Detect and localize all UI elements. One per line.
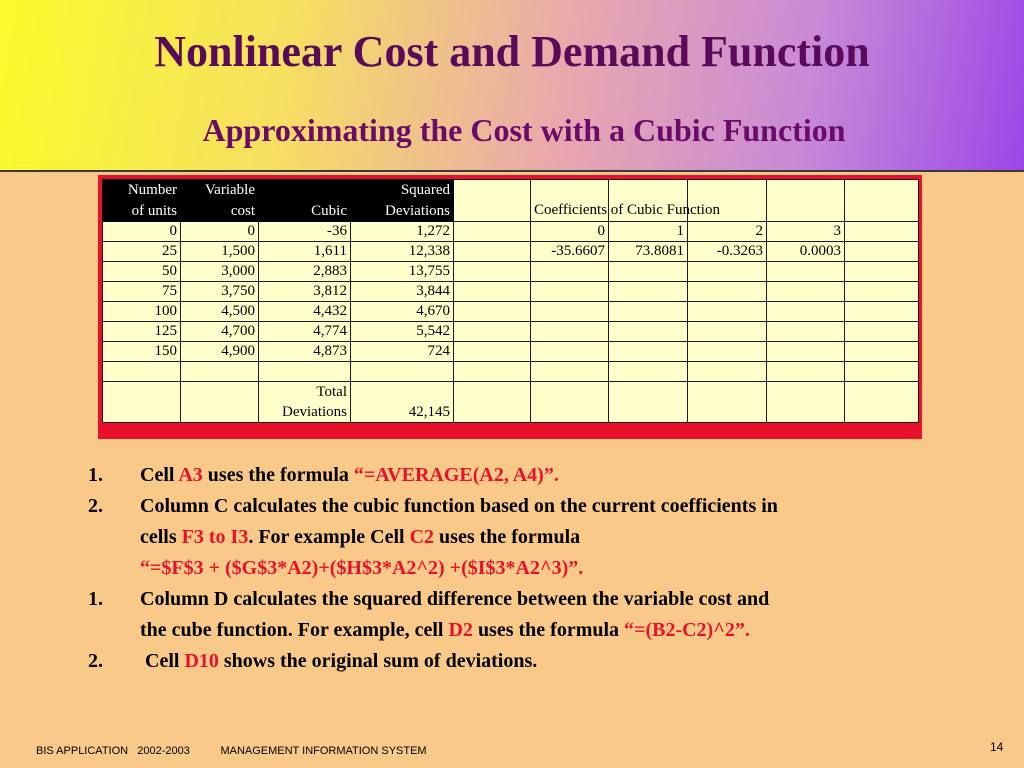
sheet-cell[interactable]: Total <box>259 382 351 403</box>
highlighted-reference: F3 to I3 <box>181 526 249 548</box>
sheet-cell[interactable] <box>454 302 531 322</box>
note-item <box>88 460 988 491</box>
sheet-cell[interactable]: 0.0003 <box>767 242 845 262</box>
sheet-cell[interactable]: 25 <box>103 242 181 262</box>
sheet-cell[interactable] <box>767 282 845 302</box>
sheet-cell[interactable] <box>688 180 767 201</box>
sheet-cell[interactable]: 75 <box>103 282 181 302</box>
sheet-row <box>103 180 919 201</box>
footer-text: BIS APPLICATION 2002-2003 MANAGEMENT INFORMATION SYSTEM <box>36 745 427 757</box>
sheet-cell[interactable] <box>609 262 688 282</box>
sheet-cell[interactable]: 125 <box>103 322 181 342</box>
highlighted-reference: A3 <box>178 464 203 486</box>
sheet-cell[interactable] <box>688 362 767 382</box>
sheet-cell[interactable] <box>609 282 688 302</box>
note-text: Cell <box>140 464 179 486</box>
sheet-cell[interactable]: 3,750 <box>181 282 259 302</box>
note-text: shows the original sum of deviations. <box>218 650 538 672</box>
sheet-cell[interactable] <box>531 382 609 403</box>
sheet-cell[interactable] <box>688 322 767 342</box>
sheet-row <box>103 342 919 362</box>
note-item <box>88 584 988 646</box>
sheet-cell[interactable]: 4,873 <box>259 342 351 362</box>
note-text: uses the formula <box>434 526 581 548</box>
sheet-cell[interactable] <box>454 362 531 382</box>
sheet-cell[interactable] <box>454 222 531 242</box>
sheet-cell[interactable]: Variable <box>181 180 259 201</box>
sheet-cell[interactable] <box>845 242 919 262</box>
sheet-cell[interactable] <box>767 382 845 403</box>
sheet-cell[interactable] <box>454 322 531 342</box>
sheet-cell[interactable]: 4,670 <box>351 302 454 322</box>
note-line <box>140 553 988 584</box>
sheet-cell[interactable] <box>181 402 259 423</box>
sheet-cell[interactable]: 1,272 <box>351 222 454 242</box>
sheet-cell[interactable]: Cubic <box>259 201 351 222</box>
sheet-cell[interactable]: 0 <box>531 222 609 242</box>
sheet-cell[interactable]: 4,900 <box>181 342 259 362</box>
sheet-cell[interactable]: Number <box>103 180 181 201</box>
note-text: cells <box>140 526 182 548</box>
sheet-cell[interactable] <box>609 302 688 322</box>
sheet-cell[interactable] <box>845 342 919 362</box>
sheet-cell[interactable] <box>688 302 767 322</box>
sheet-cell[interactable] <box>531 282 609 302</box>
sheet-cell[interactable]: 2,883 <box>259 262 351 282</box>
note-number: 1. <box>88 588 103 610</box>
sheet-cell[interactable]: 3,812 <box>259 282 351 302</box>
note-number: 2. <box>88 650 103 672</box>
sheet-cell[interactable]: -0.3263 <box>688 242 767 262</box>
sheet-cell[interactable] <box>181 382 259 403</box>
sheet-cell[interactable] <box>767 180 845 201</box>
sheet-cell[interactable]: 3 <box>767 222 845 242</box>
note-line <box>140 522 988 553</box>
sheet-cell[interactable] <box>845 201 919 222</box>
sheet-cell[interactable] <box>609 180 688 201</box>
sheet-cell[interactable] <box>259 180 351 201</box>
spreadsheet-frame <box>98 175 922 439</box>
sheet-cell[interactable] <box>531 402 609 423</box>
sheet-cell[interactable] <box>531 362 609 382</box>
highlighted-reference: “=$F$3 + ($G$3*A2)+($H$3*A2^2) +($I$3*A2^3)”. <box>140 557 584 579</box>
sheet-cell[interactable]: 0 <box>181 222 259 242</box>
sheet-cell[interactable] <box>454 180 531 201</box>
sheet-cell[interactable]: 73.8081 <box>609 242 688 262</box>
sheet-cell[interactable]: of units <box>103 201 181 222</box>
sheet-row <box>103 402 919 423</box>
highlighted-reference: D10 <box>184 650 219 672</box>
note-line <box>140 491 988 522</box>
sheet-cell[interactable] <box>454 242 531 262</box>
sheet-cell[interactable]: 3,000 <box>181 262 259 282</box>
sheet-row <box>103 242 919 262</box>
sheet-row <box>103 302 919 322</box>
sheet-cell[interactable] <box>609 322 688 342</box>
sheet-cell[interactable] <box>845 402 919 423</box>
sheet-cell[interactable] <box>767 362 845 382</box>
sheet-cell[interactable] <box>767 262 845 282</box>
sheet-cell[interactable]: -36 <box>259 222 351 242</box>
sheet-row <box>103 322 919 342</box>
sheet-cell[interactable]: 50 <box>103 262 181 282</box>
sheet-cell[interactable] <box>688 282 767 302</box>
sheet-cell[interactable]: 4,774 <box>259 322 351 342</box>
sheet-cell[interactable] <box>454 382 531 403</box>
sheet-cell[interactable] <box>181 362 259 382</box>
sheet-cell[interactable]: Deviations <box>351 201 454 222</box>
sheet-cell[interactable] <box>688 402 767 423</box>
sheet-cell[interactable]: 13,755 <box>351 262 454 282</box>
sheet-row <box>103 382 919 403</box>
sheet-cell[interactable] <box>767 322 845 342</box>
sheet-cell[interactable]: 3,844 <box>351 282 454 302</box>
note-item <box>88 491 988 584</box>
sheet-cell[interactable]: 2 <box>688 222 767 242</box>
note-number: 2. <box>88 495 103 517</box>
note-text: . For example Cell <box>248 526 410 548</box>
sheet-cell[interactable] <box>351 382 454 403</box>
sheet-cell[interactable] <box>454 201 531 222</box>
sheet-row <box>103 282 919 302</box>
sheet-row <box>103 262 919 282</box>
sheet-cell[interactable]: 1,500 <box>181 242 259 262</box>
sheet-cell[interactable]: 4,500 <box>181 302 259 322</box>
sheet-cell[interactable]: Deviations <box>259 402 351 423</box>
sheet-cell[interactable] <box>531 322 609 342</box>
header-divider <box>0 170 1024 172</box>
highlighted-reference: “=AVERAGE(A2, A4)”. <box>353 464 559 486</box>
note-text: Column D calculates the squared difference between the variable cost and <box>140 588 770 610</box>
sheet-cell[interactable]: 4,700 <box>181 322 259 342</box>
sheet-cell[interactable] <box>609 362 688 382</box>
sheet-cell[interactable] <box>845 322 919 342</box>
sheet-cell[interactable] <box>454 262 531 282</box>
highlighted-reference: D2 <box>448 619 473 641</box>
sheet-cell[interactable] <box>531 342 609 362</box>
sheet-cell[interactable] <box>845 222 919 242</box>
highlighted-reference: “=(B2-C2)^2”. <box>624 619 750 641</box>
sheet-cell[interactable] <box>688 262 767 282</box>
sheet-cell[interactable] <box>103 382 181 403</box>
sheet-cell[interactable] <box>454 342 531 362</box>
sheet-cell[interactable] <box>609 402 688 423</box>
sheet-cell[interactable]: Coefficients of Cubic Function <box>531 201 609 222</box>
sheet-cell[interactable] <box>767 342 845 362</box>
notes-list <box>88 460 988 677</box>
note-text: Column C calculates the cubic function based on the current coefficients in <box>140 495 778 517</box>
sheet-cell[interactable]: 0 <box>103 222 181 242</box>
sheet-cell[interactable] <box>845 382 919 403</box>
note-number: 1. <box>88 464 103 486</box>
sheet-cell[interactable] <box>767 302 845 322</box>
note-text: the cube function. For example, cell <box>140 619 449 641</box>
sheet-cell[interactable] <box>351 362 454 382</box>
sheet-cell[interactable]: 4,432 <box>259 302 351 322</box>
note-text: Cell <box>140 650 185 672</box>
sheet-cell[interactable]: 5,542 <box>351 322 454 342</box>
sheet-cell[interactable] <box>845 262 919 282</box>
note-text: uses the formula <box>472 619 625 641</box>
note-line <box>140 646 988 677</box>
sheet-cell[interactable]: 150 <box>103 342 181 362</box>
sheet-cell[interactable]: 724 <box>351 342 454 362</box>
sheet-cell[interactable] <box>454 282 531 302</box>
slide-title: Nonlinear Cost and Demand Function <box>154 27 870 76</box>
note-text: uses the formula <box>202 464 354 486</box>
sheet-cell[interactable] <box>531 262 609 282</box>
sheet-cell[interactable] <box>688 382 767 403</box>
sheet-row <box>103 222 919 242</box>
sheet-cell[interactable]: Squared <box>351 180 454 201</box>
sheet-cell[interactable] <box>454 402 531 423</box>
sheet-cell[interactable]: cost <box>181 201 259 222</box>
spreadsheet-table <box>102 179 919 423</box>
sheet-cell[interactable]: 12,338 <box>351 242 454 262</box>
sheet-row <box>103 362 919 382</box>
sheet-cell[interactable] <box>767 201 845 222</box>
sheet-cell[interactable]: 1,611 <box>259 242 351 262</box>
sheet-cell[interactable] <box>845 302 919 322</box>
sheet-cell[interactable] <box>845 362 919 382</box>
sheet-cell[interactable] <box>103 402 181 423</box>
sheet-cell[interactable] <box>103 362 181 382</box>
page-number: 14 <box>990 740 1004 754</box>
sheet-row <box>103 201 919 222</box>
sheet-cell[interactable] <box>767 402 845 423</box>
sheet-cell[interactable]: 42,145 <box>351 402 454 423</box>
sheet-cell[interactable] <box>531 180 609 201</box>
note-line <box>140 584 988 615</box>
note-line <box>140 615 988 646</box>
sheet-cell[interactable] <box>609 342 688 362</box>
note-line <box>140 460 988 491</box>
sheet-cell[interactable]: 100 <box>103 302 181 322</box>
slide-subtitle: Approximating the Cost with a Cubic Function <box>202 112 846 148</box>
note-item <box>88 646 988 677</box>
sheet-cell[interactable] <box>845 180 919 201</box>
sheet-cell[interactable]: 1 <box>609 222 688 242</box>
highlighted-reference: C2 <box>409 526 435 548</box>
sheet-cell[interactable] <box>531 302 609 322</box>
sheet-cell[interactable] <box>845 282 919 302</box>
sheet-cell[interactable] <box>688 342 767 362</box>
sheet-cell[interactable]: -35.6607 <box>531 242 609 262</box>
sheet-cell[interactable] <box>259 362 351 382</box>
sheet-cell[interactable] <box>609 382 688 403</box>
